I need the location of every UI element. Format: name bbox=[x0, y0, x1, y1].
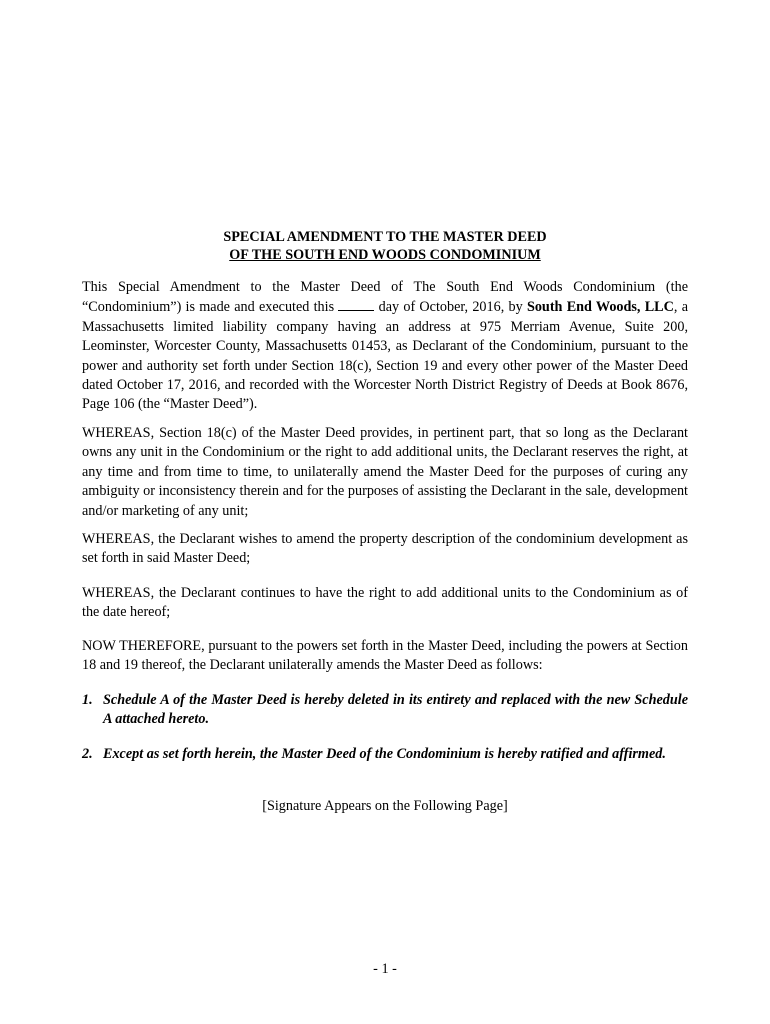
amendment-item-2-text: Except as set forth herein, the Master Deed of the Condominium is hereby ratified and affirmed. bbox=[103, 746, 666, 762]
amendment-item-2-number: 2. bbox=[82, 746, 93, 762]
document-title-line-1: SPECIAL AMENDMENT TO THE MASTER DEED bbox=[223, 229, 547, 245]
whereas-paragraph-1: WHEREAS, Section 18(c) of the Master Deed provides, in pertinent part, that so long as the Declarant owns any unit in the Condominium or the right to add additional units, the Declarant reserves the right, at any time and from time to time, to unilaterally amend the Master Deed for the purposes of curing any ambiguity or inconsistency therein and for the purposes of assisting the Declarant in the sale, development and/or marketing of any unit; bbox=[82, 425, 688, 519]
intro-text-part-3: , a Massachusetts limited liability company having an address at 975 Merriam Avenue, Suite 200, Leominster, Worcester County, Massachusetts 01453, as Declarant of the Condominium, pursuant to the power and authority set forth under Section 18(c), Section 19 and every other power of the Master Deed dated October 17, 2016, and recorded with the Worcester North District Registry of Deeds at Book 8676, Page 106 (the “Master Deed”). bbox=[82, 299, 688, 413]
page-number: - 1 - bbox=[373, 961, 397, 977]
intro-text-part-2: day of October, 2016, by bbox=[374, 299, 527, 316]
whereas-paragraph-2: WHEREAS, the Declarant wishes to amend the property description of the condominium development as set forth in said Master Deed; bbox=[82, 531, 688, 567]
document-title-line-2-text: OF THE SOUTH END WOODS CONDOMINIUM bbox=[229, 247, 541, 263]
amendment-item-1-number: 1. bbox=[82, 692, 93, 708]
document-title-line-2 bbox=[0, 246, 770, 264]
amendment-item-2 bbox=[82, 745, 688, 764]
day-blank-line bbox=[338, 297, 374, 311]
signature-note: [Signature Appears on the Following Page] bbox=[262, 798, 508, 814]
now-therefore-paragraph: NOW THEREFORE, pursuant to the powers set forth in the Master Deed, including the powers at Section 18 and 19 thereof, the Declarant unilaterally amends the Master Deed as follows: bbox=[82, 638, 688, 674]
intro-paragraph bbox=[82, 278, 688, 415]
intro-text-part-1: This Special Amendment to the Master Deed of The South End Woods Condominium (the “Condominium”) is made and executed this bbox=[82, 279, 688, 316]
whereas-paragraph-3: WHEREAS, the Declarant continues to have the right to add additional units to the Condominium as of the date hereof; bbox=[82, 585, 688, 621]
declarant-name: South End Woods, LLC bbox=[526, 299, 674, 316]
amendment-item-1-text: Schedule A of the Master Deed is hereby deleted in its entirety and replaced with the new Schedule A attached hereto. bbox=[103, 692, 688, 728]
amendment-item-1 bbox=[82, 691, 688, 730]
